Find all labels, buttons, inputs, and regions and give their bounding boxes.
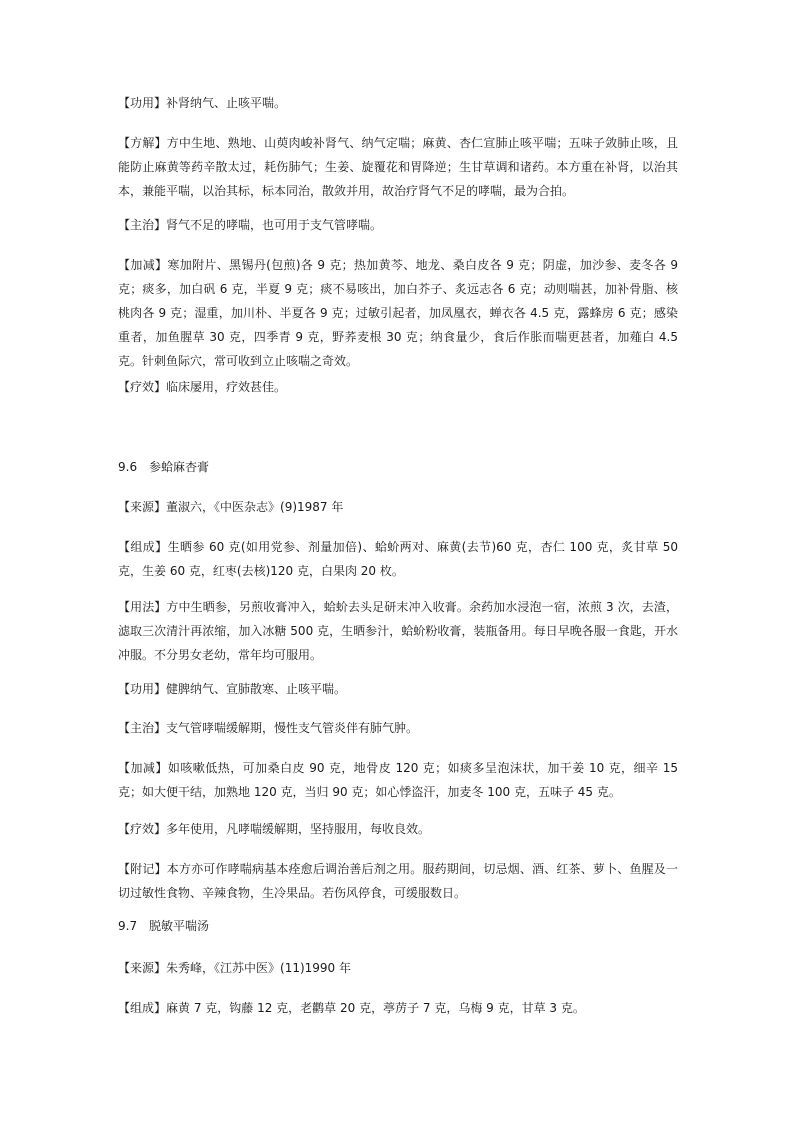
section-text: 健脾纳气、宣肺散寒、止咳平喘。 [166, 682, 347, 696]
section-text: 方中生晒参，另煎收膏冲入，蛤蚧去头足研末冲入收膏。余药加水浸泡一宿，浓煎 3 次，去渣，滤取三次清汁再浓缩，加入冰糖 500 克，生晒参汁，蛤蚧粉收膏，装瓶备用。每日早晚各服一食匙，开水冲服。不分男女老幼，常年均可服用。 [118, 600, 678, 662]
section-label: 【用法】 [118, 600, 167, 614]
section-function [118, 91, 678, 115]
section-text: 支气管哮喘缓解期，慢性支气管炎伴有肺气肿。 [166, 721, 419, 735]
section-text: 寒加附片、黑锡丹(包煎)各 9 克；热加黄芩、地龙、桑白皮各 9 克；阴虚，加沙参、麦冬各 9 克；痰多，加白矾 6 克，半夏 9 克；痰不易咳出，加白芥子、炙远志各 6 克；动则喘甚，加补骨脂、核桃肉各 9 克；湿重，加川朴、半夏各 9 克；过敏引起者，加凤凰衣，蝉衣各 4.5 克，露蜂房 6 克；感染重者，加鱼腥草 30 克，四季青 9 克，野荞麦根 30 克；纳食量少，食后作胀而喘更甚者，加薤白 4.5 克。针刺鱼际穴，常可收到立止咳喘之奇效。 [118, 258, 678, 368]
section-text: 如咳嗽低热，可加桑白皮 90 克，地骨皮 120 克；如痰多呈泡沫状，加干姜 10 克，细辛 15 克；如大便干结，加熟地 120 克，当归 90 克；如心悸盗汗，加麦冬 100 克，五味子 45 克。 [118, 761, 678, 799]
section-label: 【组成】 [118, 1001, 167, 1015]
section-text: 方中生地、熟地、山萸肉峻补肾气、纳气定喘；麻黄、杏仁宣肺止咳平喘；五味子敛肺止咳，且能防止麻黄等药辛散太过，耗伤肺气；生姜、旋覆花和胃降逆；生甘草调和诸药。本方重在补肾，以治其本，兼能平喘，以治其标，标本同治，散敛并用，故治疗肾气不足的哮喘，最为合拍。 [118, 136, 678, 198]
section-indication [118, 213, 678, 237]
section-modification [118, 756, 678, 804]
section-label: 【疗效】 [118, 822, 167, 836]
section-function [118, 677, 678, 701]
section-composition [118, 996, 678, 1020]
section-label: 【疗效】 [118, 380, 167, 394]
section-heading-9-7 [118, 914, 678, 938]
section-modification [118, 253, 678, 373]
heading-number: 9.7 [118, 919, 138, 933]
heading-number: 9.6 [118, 460, 138, 474]
section-composition [118, 535, 678, 583]
heading-title: 参蛤麻杏膏 [149, 460, 210, 474]
section-efficacy [118, 375, 678, 399]
section-label: 【加减】 [118, 258, 168, 272]
section-text: 董淑六，《中医杂志》(9)1987 年 [166, 500, 344, 514]
section-indication [118, 716, 678, 740]
section-note [118, 857, 678, 905]
section-usage [118, 595, 678, 667]
section-label: 【附记】 [118, 862, 167, 876]
section-label: 【方解】 [118, 136, 167, 150]
section-text: 多年使用，凡哮喘缓解期，坚持服用，每收良效。 [166, 822, 431, 836]
section-heading-9-6 [118, 455, 678, 479]
section-text: 本方亦可作哮喘病基本痊愈后调治善后剂之用。服药期间，切忌烟、酒、红茶、萝卜、鱼腥及一切过敏性食物、辛辣食物，生冷果品。若伤风停食，可缓服数日。 [118, 862, 678, 900]
section-text: 麻黄 7 克，钩藤 12 克，老鹳草 20 克，葶苈子 7 克，乌梅 9 克，甘草 3 克。 [166, 1001, 585, 1015]
section-source [118, 956, 678, 980]
section-text: 临床屡用，疗效甚佳。 [166, 380, 287, 394]
section-text: 生晒参 60 克(如用党参、剂量加倍)、蛤蚧两对、麻黄(去节)60 克，杏仁 100 克，炙甘草 50 克，生姜 60 克，红枣(去核)120 克，白果肉 20 枚。 [118, 540, 678, 578]
section-label: 【功用】 [118, 682, 167, 696]
section-label: 【来源】 [118, 500, 167, 514]
section-explanation [118, 131, 678, 203]
section-label: 【组成】 [118, 540, 168, 554]
section-label: 【来源】 [118, 961, 167, 975]
section-efficacy [118, 817, 678, 841]
section-label: 【主治】 [118, 721, 167, 735]
section-text: 肾气不足的哮喘，也可用于支气管哮喘。 [166, 218, 383, 232]
heading-title: 脱敏平喘汤 [149, 919, 210, 933]
section-text: 朱秀峰，《江苏中医》(11)1990 年 [166, 961, 352, 975]
section-source [118, 495, 678, 519]
section-text: 补肾纳气、止咳平喘。 [166, 96, 287, 110]
section-label: 【功用】 [118, 96, 167, 110]
section-label: 【加减】 [118, 761, 168, 775]
section-label: 【主治】 [118, 218, 167, 232]
